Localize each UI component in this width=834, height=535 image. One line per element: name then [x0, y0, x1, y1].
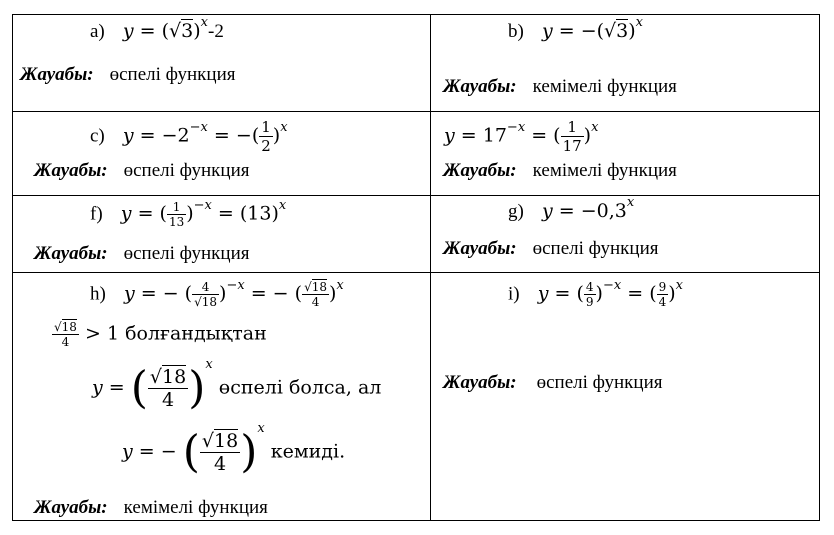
cell-h-eq2: = − [250, 282, 289, 305]
cell-c-eq1: = −2 [139, 124, 190, 147]
cell-h-exp1: −x [226, 277, 245, 293]
cell-i-tag: i) [508, 283, 520, 305]
cell-c-tag: c) [90, 125, 105, 147]
cell-f-den: 13 [168, 215, 185, 229]
cell-d-num: 1 [561, 118, 584, 137]
cell-h-answer-row [34, 497, 268, 519]
cell-h-line3-eq: = − [138, 440, 177, 463]
cell-b-y: y [541, 20, 553, 42]
cell-i-answer-row [443, 372, 662, 394]
answer-label: Жауабы: [34, 160, 108, 181]
cell-a-answer: өспелі функция [109, 64, 236, 85]
cell-f-eq1: = [137, 202, 154, 225]
cell-d-eq1: = 17 [460, 124, 507, 147]
cell-i-den2: 4 [658, 295, 667, 309]
cell-h-line3-exp: x [257, 420, 265, 436]
cell-g-eq: = −0,3 [558, 200, 627, 222]
row-divider-1 [12, 111, 820, 112]
cell-a-tail: -2 [208, 21, 224, 42]
column-divider [430, 14, 431, 521]
cell-c-exp1: −x [189, 119, 208, 135]
cell-h-line2-y: y [92, 376, 103, 399]
cell-f-exp2: x [278, 197, 287, 213]
cell-h-exp2: x [336, 277, 344, 293]
cell-b-answer: кемімелі функция [532, 76, 677, 97]
cell-i-eq1: = [554, 282, 571, 305]
cell-a-answer-row [20, 64, 235, 86]
row-divider-2 [12, 195, 820, 196]
cell-i-eq2: = [627, 282, 644, 305]
cell-a-eq: = [139, 20, 156, 42]
answer-label: Жауабы: [34, 497, 108, 518]
cell-c-y: y [122, 124, 134, 147]
cell-h-line2: y = ( $\frac{√18}{4}$ )$^x$ өспелі болса, ал [92, 356, 382, 414]
cell-h-line3: y = − ( $\frac{√18}{4}$ )$^x$ кемиді. [122, 420, 346, 478]
cell-f-num: 1 [167, 200, 186, 215]
answer-label: Жауабы: [443, 76, 517, 97]
cell-i-exp1: −x [602, 277, 622, 293]
cell-g-answer: өспелі функция [532, 238, 659, 259]
cell-a-radicand: 3 [181, 20, 194, 42]
cell-f-answer: өспелі функция [123, 243, 250, 264]
cell-h-eq1: = − [140, 282, 179, 305]
cell-a-y: y [122, 20, 134, 42]
cell-h-line2-exp: x [205, 356, 213, 372]
cell-g-answer-row [443, 238, 658, 260]
cell-c-exp2: x [280, 119, 288, 135]
cell-h-line2-text: өспелі болса, ал [218, 376, 382, 399]
cell-h-cond-num: 18 [61, 320, 77, 334]
cell-b-tag: b) [508, 21, 524, 42]
cell-h-condition: $\frac{√18}{4}$ > 1 болғандықтан [54, 320, 267, 349]
answer-label: Жауабы: [443, 160, 517, 181]
cell-h-cond-text: > 1 болғандықтан [84, 322, 267, 345]
cell-i-answer: өспелі функция [536, 372, 663, 393]
cell-i-num1: 4 [585, 280, 594, 294]
cell-h-num1: 4 [192, 280, 219, 295]
cell-d-exp2: x [591, 119, 599, 135]
cell-c-eq2: = − [213, 124, 252, 147]
cell-a-formula: a) $y = (√3)^x-2$ [90, 15, 224, 42]
cell-g-formula [508, 195, 635, 223]
cell-h-line3-den: 4 [213, 453, 227, 475]
answer-label: Жауабы: [443, 238, 517, 259]
cell-b-eq: = − [558, 20, 597, 42]
cell-b-formula: b) $y = -(√3)^x$ [508, 15, 644, 42]
cell-h-line3-num: 18 [214, 430, 239, 452]
cell-b-radicand: 3 [616, 20, 629, 42]
cell-h-formula: h) y = − ( $\frac{4}{√18}$ )$^{-x}$ = − ( $\frac{√18}{4}$ )$^x$ [90, 277, 344, 309]
cell-d-answer-row [443, 160, 677, 182]
cell-i-den1: 9 [585, 295, 594, 309]
cell-h-line3-text: кемиді. [270, 440, 346, 463]
cell-a-exp: x [200, 15, 209, 30]
cell-h-num2: 18 [311, 280, 327, 294]
cell-h-line2-num: 18 [162, 366, 187, 388]
answer-label: Жауабы: [34, 243, 108, 264]
cell-h-line2-den: 4 [162, 389, 175, 411]
cell-a-tag: a) [90, 21, 105, 42]
cell-f-tag: f) [90, 203, 103, 225]
cell-h-y: y [123, 282, 135, 305]
cell-d-y: y [444, 124, 455, 147]
cell-d-eq2: = [531, 124, 548, 147]
row-divider-3 [12, 272, 820, 273]
cell-c-answer: өспелі функция [123, 160, 250, 181]
cell-h-den1: 18 [201, 295, 218, 309]
cell-f-y: y [120, 202, 132, 225]
cell-c-answer-row [34, 160, 249, 182]
cell-g-y: y [541, 200, 553, 222]
cell-f-eq2: = (13) [217, 202, 279, 225]
cell-h-den2: 4 [311, 295, 320, 309]
cell-i-exp2: x [675, 277, 684, 293]
cell-c-den: 2 [261, 137, 271, 155]
cell-f-formula: f) y = ( $\frac{1}{13}$ )$^{-x} = (13)^x$ [90, 197, 287, 229]
cell-d-formula: $y = 17^{-x}$ = ( $\frac{1}{17}$ )$^x$ [444, 118, 599, 155]
cell-h-answer: кемімелі функция [123, 497, 268, 518]
answer-label: Жауабы: [20, 64, 94, 85]
cell-b-answer-row [443, 76, 677, 98]
cell-h-line3-y: y [122, 440, 133, 463]
cell-h-cond-den: 4 [61, 335, 70, 349]
cell-h-tag: h) [90, 283, 106, 305]
cell-b-exp: x [635, 15, 644, 30]
cell-g-exp: x [626, 195, 635, 210]
cell-f-answer-row [34, 243, 249, 265]
cell-i-num2: 9 [658, 280, 667, 294]
cell-h-line2-eq: = [108, 376, 125, 399]
cell-f-exp1: −x [193, 197, 212, 213]
cell-c-num: 1 [261, 118, 271, 136]
answer-label: Жауабы: [443, 372, 517, 393]
cell-i-formula: i) y = ( $\frac{4}{9}$ )$^{-x}$ = ( $\frac{9}{4}$ )$^x$ [508, 277, 684, 309]
cell-d-den: 17 [562, 137, 582, 155]
cell-c-formula: c) $y = -2^{-x}$ = −( $\frac{1}{2}$ )$^x$ [90, 118, 288, 155]
cell-d-answer: кемімелі функция [532, 160, 677, 181]
cell-g-tag: g) [508, 201, 524, 222]
cell-i-y: y [537, 282, 549, 305]
cell-d-exp1: −x [506, 119, 526, 135]
